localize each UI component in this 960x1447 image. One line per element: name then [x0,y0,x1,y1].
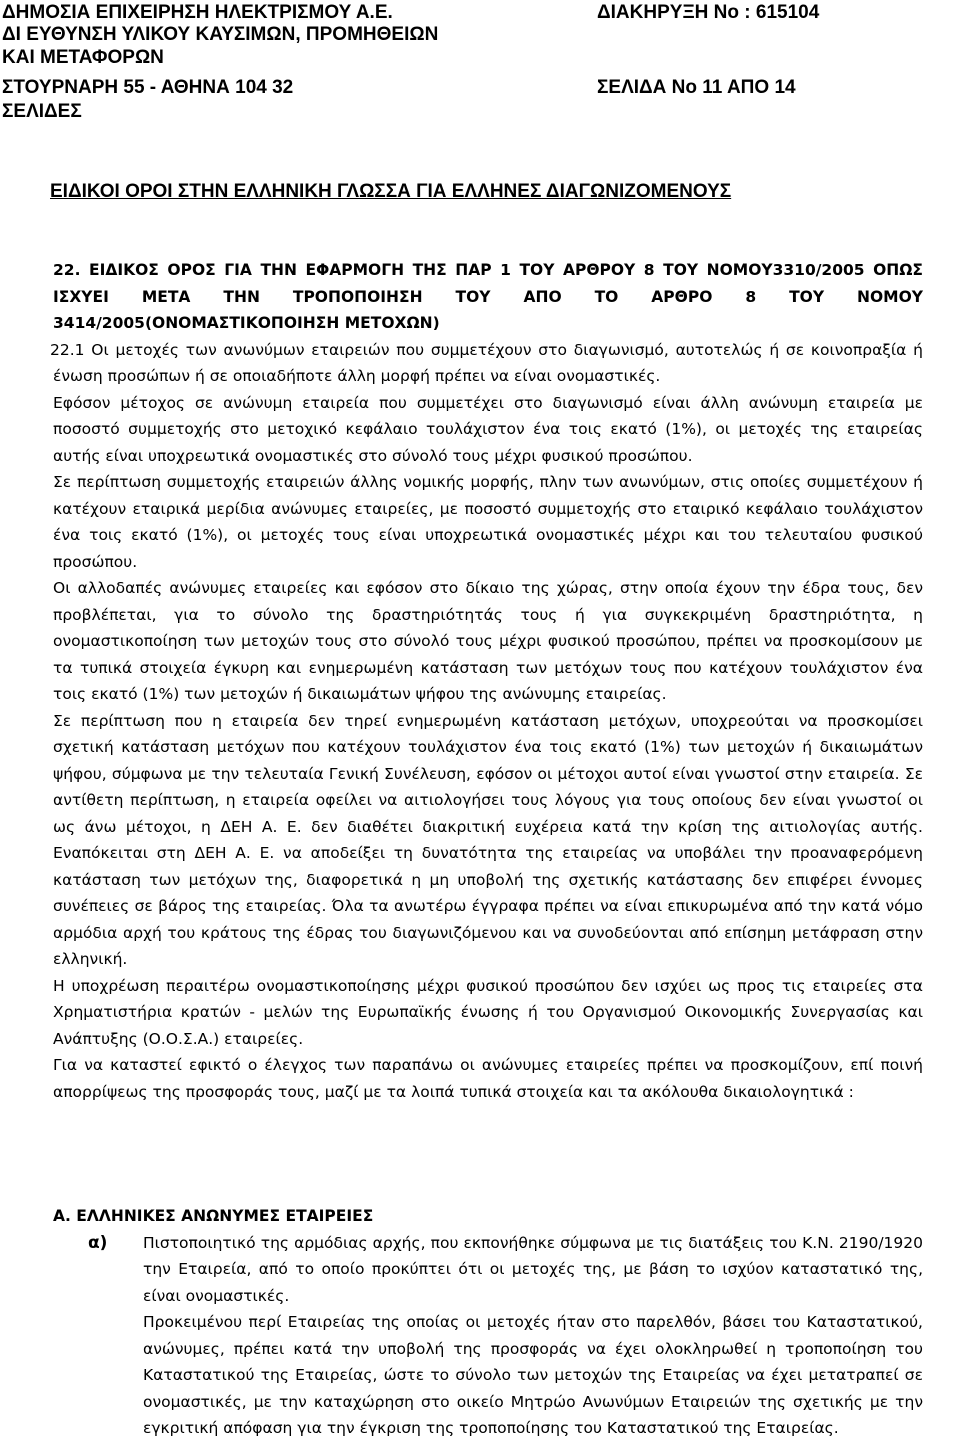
paragraph-22-1: 22.1 Οι μετοχές των ανωνύμων εταιρειών που συμμετέχουν στο διαγωνισμό, αυτοτελώς ή σε κοινοπραξία ή ένωση προσώπων ή σε οποιαδήποτε άλλη μορφή πρέπει να είναι ονομαστικές. [50,340,923,385]
tender-number: ΔΙΑΚΗΡΥΞΗ Νο : 615104 [597,2,820,23]
section-22-title: 22. ΕΙΔΙΚΟΣ ΟΡΟΣ ΓΙΑ ΤΗΝ ΕΦΑΡΜΟΓΗ ΤΗΣ ΠΑΡ 1 ΤΟΥ ΑΡΘΡΟΥ 8 ΤΟΥ ΝΟΜΟΥ3310/2005 ΟΠΩΣ ΙΣΧΥΕΙ ΜΕΤΑ ΤΗΝ ΤΡΟΠΟΠΟΙΗΣΗ ΤΟΥ ΑΠΟ ΤΟ ΑΡΘΡΟ 8 ΤΟΥ ΝΟΜΟΥ 3414/2005(ΟΝΟΜΑΣΤΙΚΟΠΟΙΗΣΗ ΜΕΤΟΧΩΝ) [53,261,923,332]
org-address: ΣΤΟΥΡΝΑΡΗ 55 - ΑΘΗΝΑ 104 32 [2,77,294,98]
paragraph-shareholder-list: Σε περίπτωση που η εταιρεία δεν τηρεί ενημερωμένη κατάσταση μετόχων, υποχρεούται να προσκομίσει σχετική κατάσταση μετόχων που κατέχουν τουλάχιστον ένα τοις εκατό (1%) των μετοχών ή δικαιωμάτων ψήφου, σύμφωνα με την τελευταία Γενική Συνέλευση, εφόσον οι μέτοχοι αυτοί είναι γνωστοί στην εταιρεία. Σε αντίθετη περίπτωση, η εταιρεία οφείλει να αιτιολογήσει τους λόγους για τους οποίους δεν είναι γνωστοί οι ως άνω μέτοχοι, η ΔΕΗ Α. Ε. δεν διαθέτει διακριτική ευχέρεια κατά την κρίση της αιτιολογίας αυτής. Εναπόκειται στη ΔΕΗ Α. Ε. να αποδείξει τη δυνατότητα της εταιρείας να υποβάλει την προαναφερόμενη κατάσταση των μετόχων της, διαφορετικά η μη υποβολή της σχετικής κατάστασης δεν επιφέρει έννομες συνέπειες σε βάρος της εταιρείας. Όλα τα ανωτέρω έγγραφα πρέπει να είναι επικυρωμένα από την κατά νόμο αρμόδια αρχή του κράτους της έδρας του διαγωνιζόμενου και να συνοδεύονται από επίσημη μετάφραση στην ελληνική. [53,711,923,968]
pages-label: ΣΕΛΙΔΕΣ [2,101,82,122]
document-subtitle: ΕΙΔΙΚΟΙ ΟΡΟΙ ΣΤΗΝ ΕΛΛΗΝΙΚΗ ΓΛΩΣΣΑ ΓΙΑ ΕΛΛΗΝΕΣ ΔΙΑΓΩΝΙΖΟΜΕΝΟΥΣ [50,181,732,202]
section-a-title: Α. ΕΛΛΗΝΙΚΕΣ ΑΝΩΝΥΜΕΣ ΕΤΑΙΡΕΙΕΣ [53,1207,374,1225]
paragraph-required-documents: Για να καταστεί εφικτό ο έλεγχος των παραπάνω οι ανώνυμες εταιρείες πρέπει να προσκομίζουν, επί ποινή απορρίψεως της προσφοράς τους, μαζί με τα λοιπά τυπικά στοιχεία και τα ακόλουθα δικαιολογητικά : [53,1056,923,1101]
org-name: ΔΗΜΟΣΙΑ ΕΠΙΧΕΙΡΗΣΗ ΗΛΕΚΤΡΙΣΜΟΥ Α.Ε. [2,2,393,23]
list-item-text-cont: Προκειμένου περί Εταιρείας της οποίας οι μετοχές ήταν στο παρελθόν, βάσει του Καταστατικού, ανώνυμες, πρέπει κατά την υποβολή της προσφοράς να έχει ολοκληρωθεί η τροποποίηση του Καταστατικού της Εταιρείας, ώστε το σύνολο των μετοχών της Εταιρείας να έχει μετατραπεί σε ονομαστικές, με την καταχώρηση στο οικείο Μητρώο Ανωνύμων Εταιρειών της σχετικής με την εγκριτική απόφαση για την έγκριση της τροποποίησης του Καταστατικού της Εταιρείας. [143,1313,923,1437]
section-a [53,1203,923,1442]
paragraph-other-legal-forms: Σε περίπτωση συμμετοχής εταιρειών άλλης νομικής μορφής, πλην των ανωνύμων, στις οποίες συμμετέχουν ή κατέχουν εταιρικά μερίδια ανώνυμες εταιρείες, με ποσοστό συμμετοχής στο εταιρικό κεφάλαιο τουλάχιστον ένα τοις εκατό (1%), οι μετοχές τους είναι υποχρεωτικά ονομαστικές μέχρι και του τελευταίου φυσικού προσώπου. [53,473,923,571]
page-number: ΣΕΛΙΔΑ Νο 11 ΑΠΟ 14 [597,77,796,98]
list-item-a [53,1230,923,1442]
org-division-cont: ΚΑΙ ΜΕΤΑΦΟΡΩΝ [2,47,164,68]
paragraph-exemption: Η υποχρέωση περαιτέρω ονομαστικοποίησης μέχρι φυσικού προσώπου δεν ισχύει ως προς τις εταιρείες στα Χρηματιστήρια κρατών - μελών της Ευρωπαϊκής ένωσης ή του Οργανισμού Οικονομικής Συνεργασίας και Ανάπτυξης (Ο.Ο.Σ.Α.) εταιρείες. [53,976,923,1048]
section-22 [50,257,923,1105]
org-division: ΔΙ ΕΥΘΥΝΣΗ ΥΛΙΚΟΥ ΚΑΥΣΙΜΩΝ, ΠΡΟΜΗΘΕΙΩΝ [2,24,439,45]
paragraph-foreign-companies: Οι αλλοδαπές ανώνυμες εταιρείες και εφόσον στο δίκαιο της χώρας, στην οποία έχουν την έδρα τους, δεν προβλέπεται, για το σύνολο της δραστηριότητάς τους ή για συγκεκριμένη δραστηριότητα, η ονομαστικοποίηση των μετοχών τους στο σύνολό τους μέχρι φυσικού προσώπου, πρέπει να προσκομίσουν με τα τυπικά στοιχεία έγκυρη και ενημερωμένη κατάσταση των μετόχων τους που κατέχουν τουλάχιστον ένα τοις εκατό (1%) των μετοχών ή δικαιωμάτων ψήφου της ανώνυμης εταιρείας. [53,579,923,703]
paragraph-shareholder-company: Εφόσον μέτοχος σε ανώνυμη εταιρεία που συμμετέχει στο διαγωνισμό είναι άλλη ανώνυμη εταιρεία με ποσοστό συμμετοχής στο μετοχικό κεφάλαιο τουλάχιστον ένα τοις εκατό (1%), οι μετοχές της εταιρείας αυτής είναι υποχρεωτικά ονομαστικές στο σύνολό τους μέχρι φυσικού προσώπου. [53,393,923,465]
list-item-text: Πιστοποιητικό της αρμόδιας αρχής, που εκπονήθηκε σύμφωνα με τις διατάξεις του Κ.Ν. 2190/1920 την Εταιρεία, από το οποίο προκύπτει ότι οι μετοχές της, με βάση το ισχύον καταστατικό της, είναι ονομαστικές. [143,1233,923,1305]
list-item-letter: α) [88,1232,108,1253]
